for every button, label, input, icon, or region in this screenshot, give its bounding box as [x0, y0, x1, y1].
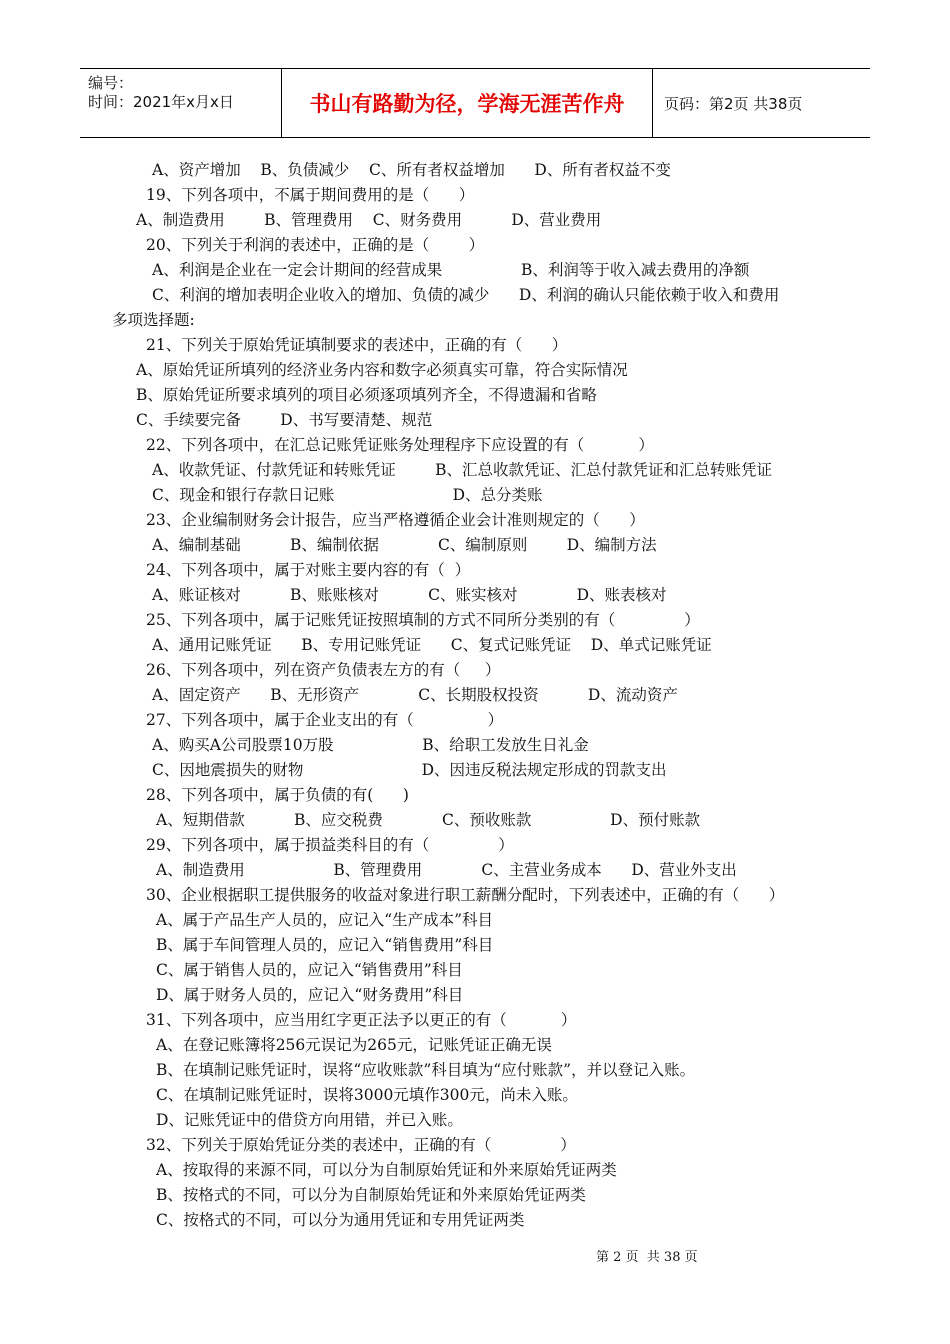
text-line: A、制造费用 B、管理费用 C、财务费用 D、营业费用 — [136, 211, 602, 229]
question-line: 21、下列关于原始凭证填制要求的表述中，正确的有（ ） — [146, 336, 568, 354]
header-page-number: 页码：第2页 共38页 — [664, 95, 803, 113]
text-line: A、按取得的来源不同，可以分为自制原始凭证和外来原始凭证两类 — [156, 1161, 617, 1179]
text-line: A、收款凭证、付款凭证和转账凭证 B、汇总收款凭证、汇总付款凭证和汇总转账凭证 — [152, 461, 773, 479]
text-line: A、属于产品生产人员的，应记入“生产成本”科目 — [156, 911, 494, 929]
text-line: A、制造费用 B、管理费用 C、主营业务成本 D、营业外支出 — [156, 861, 737, 879]
text-line: D、记账凭证中的借贷方向用错，并已入账。 — [156, 1111, 463, 1129]
section-heading: 多项选择题: — [112, 311, 195, 329]
question-line: 31、下列各项中，应当用红字更正法予以更正的有（ ） — [146, 1011, 577, 1029]
document-number-label: 编号： — [88, 74, 134, 92]
text-line: A、短期借款 B、应交税费 C、预收账款 D、预付账款 — [156, 811, 701, 829]
text-line: C、现金和银行存款日记账 D、总分类账 — [152, 486, 543, 504]
text-line: C、在填制记账凭证时，误将3000元填作300元，尚未入账。 — [156, 1086, 578, 1104]
question-line: 29、下列各项中，属于损益类科目的有（ ） — [146, 836, 514, 854]
question-line: 20、下列关于利润的表述中，正确的是（ ） — [146, 236, 485, 254]
question-line: 23、企业编制财务会计报告，应当严格遵循企业会计准则规定的（ ） — [146, 511, 645, 529]
text-line: C、按格式的不同，可以分为通用凭证和专用凭证两类 — [156, 1211, 525, 1229]
text-line: B、属于车间管理人员的，应记入“销售费用”科目 — [156, 936, 494, 954]
text-line: B、原始凭证所要求填列的项目必须逐项填列齐全，不得遗漏和省略 — [136, 386, 597, 404]
question-line: 19、下列各项中，不属于期间费用的是（ ） — [146, 186, 475, 204]
text-line: B、在填制记账凭证时，误将“应收账款”科目填为“应付账款”，并以登记入账。 — [156, 1061, 696, 1079]
header-info-cell — [80, 69, 282, 137]
text-line: C、手续要完备 D、书写要清楚、规范 — [136, 411, 433, 429]
page-footer: 第 2 页 共 38 页 — [596, 1250, 698, 1265]
question-line: 24、下列各项中，属于对账主要内容的有（ ） — [146, 561, 471, 579]
text-line: A、在登记账簿将256元误记为265元，记账凭证正确无误 — [156, 1036, 552, 1054]
text-line: A、通用记账凭证 B、专用记账凭证 C、复式记账凭证 D、单式记账凭证 — [152, 636, 712, 654]
text-line: A、原始凭证所填列的经济业务内容和数字必须真实可靠，符合实际情况 — [136, 361, 628, 379]
text-line: C、因地震损失的财物 D、因违反税法规定形成的罚款支出 — [152, 761, 667, 779]
question-line: 32、下列关于原始凭证分类的表述中，正确的有（ ） — [146, 1136, 576, 1154]
text-line: C、利润的增加表明企业收入的增加、负债的减少 D、利润的确认只能依赖于收入和费用 — [152, 286, 780, 304]
text-line: A、固定资产 B、无形资产 C、长期股权投资 D、流动资产 — [152, 686, 678, 704]
question-line: 22、下列各项中，在汇总记账凭证账务处理程序下应设置的有（ ） — [146, 436, 654, 454]
page-header — [80, 68, 870, 138]
question-line: 30、企业根据职工提供服务的收益对象进行职工薪酬分配时，下列表述中，正确的有（ ） — [146, 886, 785, 904]
text-line: D、属于财务人员的，应记入“财务费用”科目 — [156, 986, 464, 1004]
question-line: 26、下列各项中，列在资产负债表左方的有（ ） — [146, 661, 501, 679]
text-line: C、属于销售人员的，应记入“销售费用”科目 — [156, 961, 463, 979]
text-line: A、购买A公司股票10万股 B、给职工发放生日礼金 — [152, 736, 589, 754]
header-page-cell — [654, 69, 870, 137]
text-line: B、按格式的不同，可以分为自制原始凭证和外来原始凭证两类 — [156, 1186, 586, 1204]
question-line: 28、下列各项中，属于负债的有( ) — [146, 786, 409, 804]
question-line: 25、下列各项中，属于记账凭证按照填制的方式不同所分类别的有（ ） — [146, 611, 700, 629]
question-line: 27、下列各项中，属于企业支出的有（ ） — [146, 711, 504, 729]
text-line: A、编制基础 B、编制依据 C、编制原则 D、编制方法 — [152, 536, 657, 554]
text-line: A、利润是企业在一定会计期间的经营成果 B、利润等于收入减去费用的净额 — [152, 261, 750, 279]
text-line: A、资产增加 B、负债减少 C、所有者权益增加 D、所有者权益不变 — [152, 161, 671, 179]
document-date-label: 时间：2021年x月x日 — [88, 93, 234, 111]
header-motto: 书山有路勤为径，学海无涯苦作舟 — [282, 69, 653, 137]
text-line: A、账证核对 B、账账核对 C、账实核对 D、账表核对 — [152, 586, 667, 604]
